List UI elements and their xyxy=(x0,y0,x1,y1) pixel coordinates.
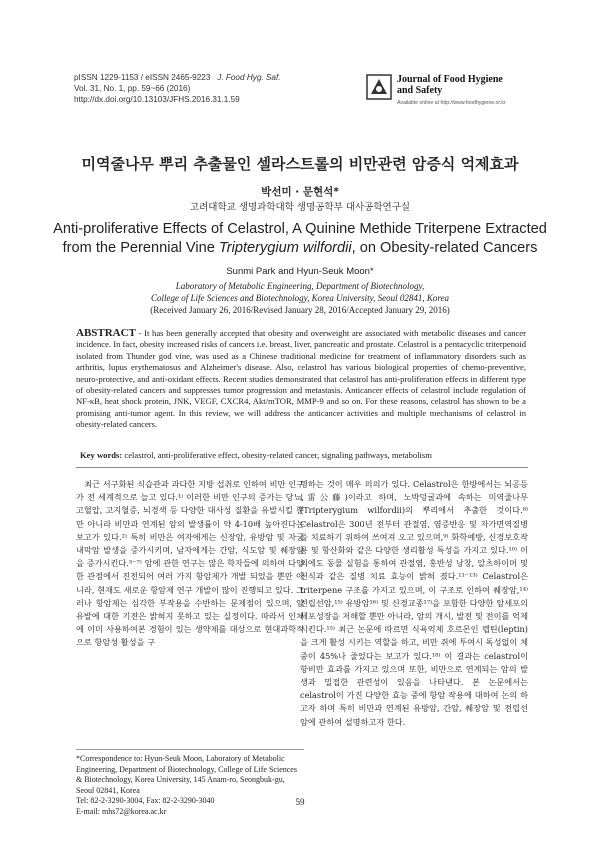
correspondence-tel: Tel: 82-2-3290-3004, Fax: 82-2-3290-3040 xyxy=(76,796,215,805)
authors-korean: 박선미 · 문현석* xyxy=(261,186,339,198)
journal-logo xyxy=(366,74,520,110)
keywords-label: Key words: xyxy=(80,450,123,460)
title-korean: 미역줄나무 뿌리 추출물인 셀라스트롤의 비만관련 암증식 억제효과 xyxy=(81,155,519,173)
issn-line: pISSN 1229-1153 / eISSN 2465-9223 xyxy=(74,73,211,82)
journal-logo-icon xyxy=(366,74,392,100)
correspondence-footnote xyxy=(76,754,304,817)
keywords-text: celastrol, anti-proliferative effect, obesity-related cancer, signaling pathways, metabolism xyxy=(122,450,432,460)
authors-english: Sunmi Park and Hyun-Seuk Moon* xyxy=(226,266,374,277)
affiliation-korean: 고려대학교 생명과학대학 생명공학부 대사공학연구실 xyxy=(189,202,411,213)
journal-name: Journal of Food Hygiene and Safety xyxy=(397,74,503,96)
affiliation-english: Laboratory of Metabolic Engineering, Department of Biotechnology, College of Life Sciences and Biotechnology, Korea University, Seoul 02841, Korea xyxy=(150,281,450,303)
journal-abbr: J. Food Hyg. Saf. xyxy=(217,73,281,82)
section-divider xyxy=(76,467,528,468)
volume-line: Vol. 31, No. 1, pp. 59~66 (2016) xyxy=(74,84,191,93)
keywords xyxy=(80,450,530,460)
body-column-left xyxy=(76,478,304,650)
page-number: 59 xyxy=(295,797,305,807)
body-paragraph-right: 명하는 것이 매우 의의가 있다. Celastrol은 한방에서는 뇌공등(雷公藤)이라고 하며, 노박덩굴과에 속하는 미역줄나무(Tripterygium wilfordii)의 뿌리에서 추출한 것이다.⁸⁾ Celastrol은 300년 전부터 관절염, 염증반응 및 자가면역질병을 치료하기 위하여 쓰여져 오고 있으며,⁹⁾ 화학예방, 신경보호작용 및 항산화와 같은 다양한 생리활성 특성을 가지고 있다.¹⁰⁾ 이 외에도 동물 실험을 통하여 관절염, 홍반성 낭창, 알츠하이머 및 천식과 같은 질병 치료 효능이 밝혀 졌다.¹¹⁻¹³⁾ Celastrol은 triterpene 구조를 가지고 있으며, 이 구조로 인하여 췌장암,¹⁴⁾ 전립선암,¹⁵⁾ 유방암¹⁶⁾ 및 신경교종¹⁷⁾을 포함한 다양한 암세포의 세포성장을 저해할 뿐만 아니라, 암의 개시, 발전 및 전이를 억제시킨다.¹⁵⁾ 최근 논문에 따르면 식욕억제 호르몬인 렙틴(leptin)을 크게 활성 시키는 역할을 하고, 비만 쥐에 투여시 독성없이 체중이 45%나 줄었다는 보고가 있다.¹⁸⁾ 이 결과는 celastrol이 항비만 효과를 가지고 있으며 또한, 비만으로 연계되는 암의 발생과 밀접한 관련성이 있음을 나타낸다. 본 논문에서는 celastrol이 가진 다양한 효능 중에 항암 작용에 대하여 논의 하고자 하며 특히 비만과 연계된 유방암, 간암, 췌장암 및 전립선 암에 관하여 설명하고자 한다. xyxy=(300,479,528,727)
journal-url[interactable]: Available online at http://www.foodhygiene.or.kr xyxy=(397,100,506,106)
correspondence-address: *Correspondence to: Hyun-Seuk Moon, Laboratory of Metabolic Engineering, Department of Biotechnology, College of Life Sciences & Biotechnology, Korea University, 145 Anam-ro, Seongbuk-gu, Seoul 02841, Korea xyxy=(76,754,297,795)
title-english: Anti-proliferative Effects of Celastrol, A Quinine Methide Triterpene Extracted from the Perennial Vine Tripterygium wilfordii, on Obesity-related Cancers xyxy=(53,221,547,256)
abstract xyxy=(76,328,526,431)
body-paragraph-left: 최근 서구화된 식습관과 과다한 지방 섭취로 인하여 비만 인구가 전 세계적으로 늘고 있다.¹⁾ 이러한 비만 인구의 증가는 당뇨, 고혈압, 고지혈증, 뇌경색 등 다양한 대사성 질환을 유발시킬 뿐만 아니라 비만과 연계된 암의 발생률이 약 4-10배 높아진다는 보고가 있다.²⁾ 특히 비만은 여자에게는 신장암, 유방암 및 자궁내막암 발생을 증가시키며, 남자에게는 간암, 식도암 및 췌장암을 증가시킨다.³⁻⁷⁾ 암에 관한 연구는 많은 학자들에 의하여 다양한 관점에서 진전되어 여러 가지 항암제가 개발 되었을 뿐만 아니라, 현재도 새로운 항암제 연구 개발이 많이 진행되고 있다. 그러나 항암제는 심각한 부작용을 수반하는 문제점이 있으며, 암 유발에 대한 기전은 밝혀지 못하고 있는 실정이다. 따라서 인체에 이미 사용하여본 경험이 있는 생약제를 대상으로 현대과학적으로 항암성 활성을 구 xyxy=(76,479,304,648)
journal-header xyxy=(74,72,281,105)
footnote-divider xyxy=(76,749,304,750)
received-dates: (Received January 26, 2016/Revised January 28, 2016/Accepted January 29, 2016) xyxy=(150,305,450,315)
correspondence-email[interactable]: E-mail: mhs72@korea.ac.kr xyxy=(76,806,167,816)
species-name: Tripterygium wilfordii xyxy=(218,240,352,256)
doi-link[interactable]: http://dx.doi.org/10.13103/JFHS.2016.31.1.59 xyxy=(74,95,240,104)
body-column-right xyxy=(300,478,528,729)
abstract-label: ABSTRACT xyxy=(76,327,136,339)
abstract-text: - It has been generally accepted that obesity and overweight are associated with metabolic diseases and cancer incidence. In fact, obesity increased risks of cancers i.e. breast, liver, pancreatic and prostate. Celastrol is a pentacyclic triterpenoid isolated from Thunder god vine, was used as a Chinese traditional medicine for treatment of inflammatory disorders such as arthritis, lupus erythematosus and Alzheimer's disease. Also, celastrol has various biological properties of chemo-preventive, neuro-protective, and anti-oxidant effects. Recent studies demonstrated that celastrol has anti-proliferation effects in different type of obesity-related cancers and suppresses tumor progression and metastasis. Anticancer effects of celastrol include regulation of NF-κB, heat shock protein, JNK, VEGF, CXCR4, Akt/mTOR, MMP-9 and so on. For these reasons, celastrol has shown to be a promising anti-tumor agent. In this review, we will address the anticancer activities and multiple mechanisms of celastrol in obesity-related cancers. xyxy=(76,328,526,430)
